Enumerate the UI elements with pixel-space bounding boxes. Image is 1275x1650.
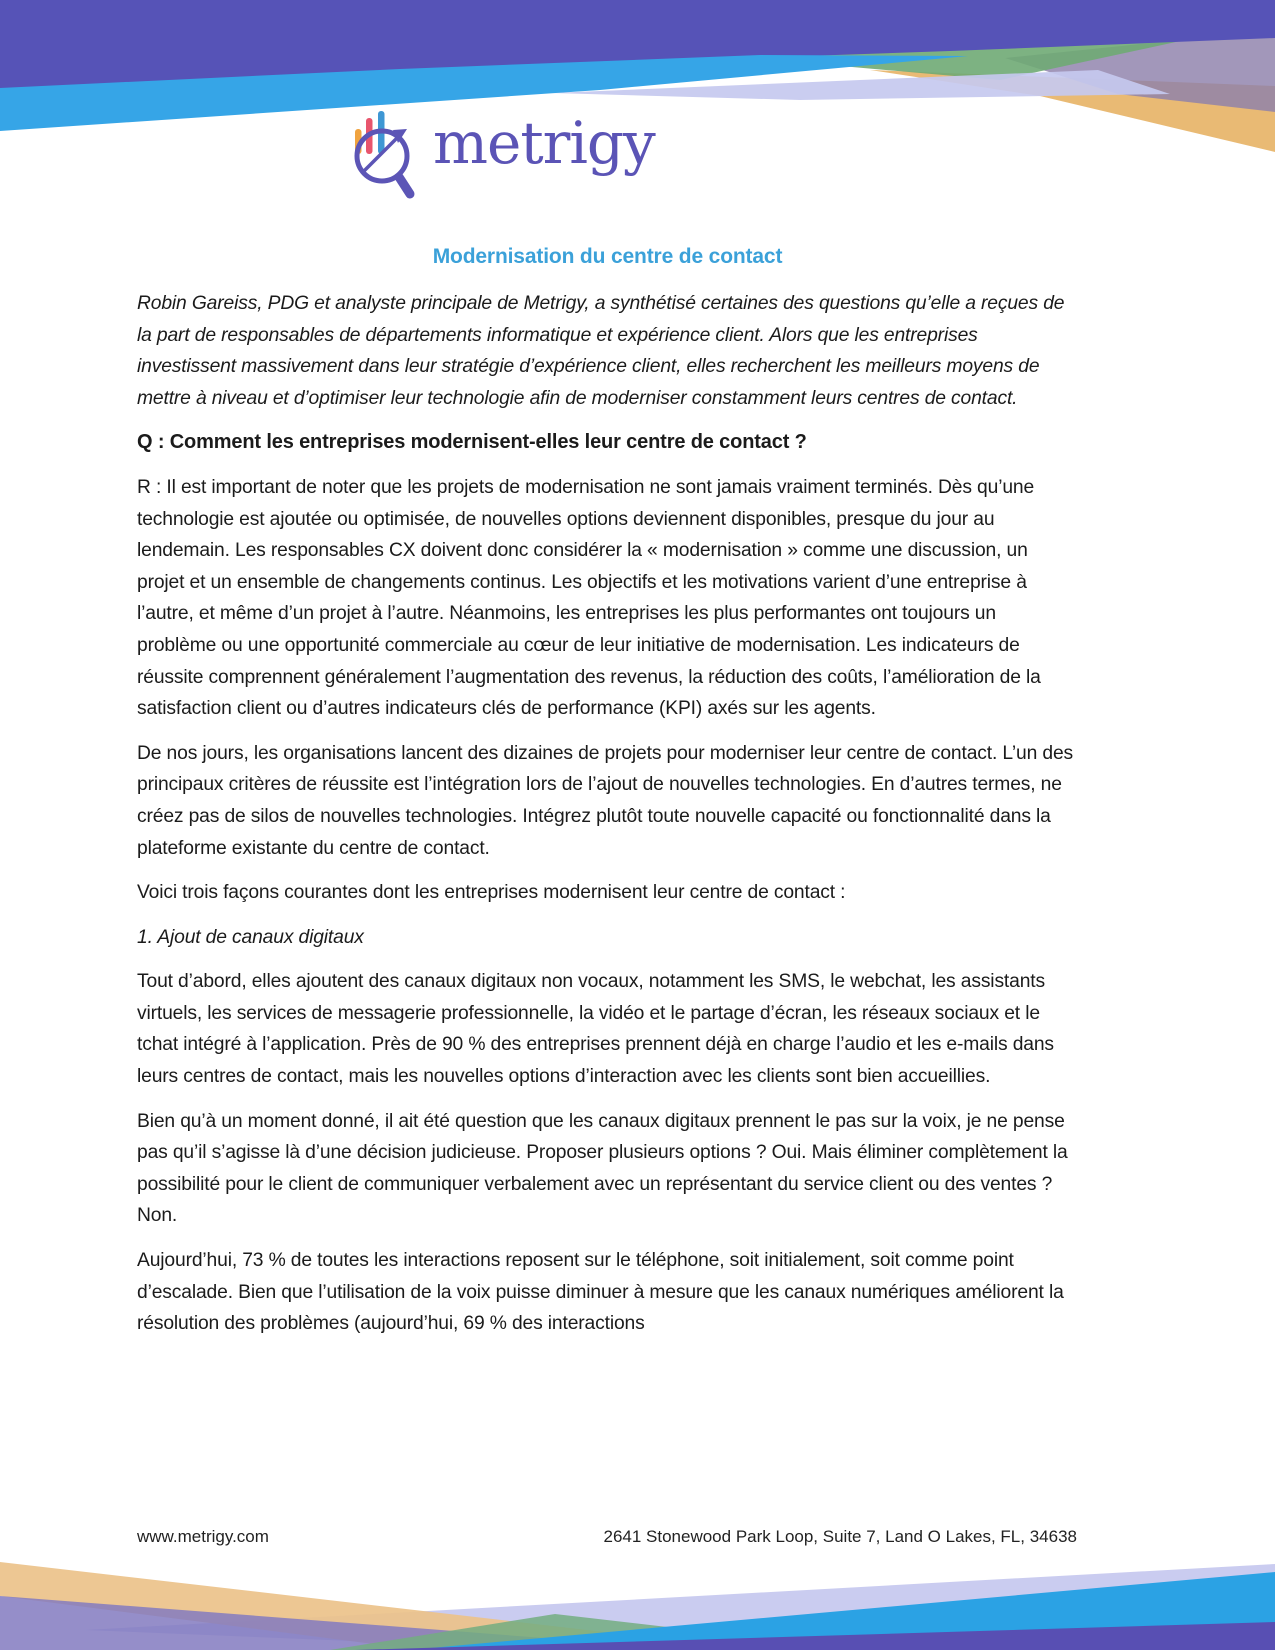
page-footer xyxy=(137,1526,1077,1548)
website-link[interactable]: www.metrigy.com xyxy=(137,1527,269,1546)
page-title: Modernisation du centre de contact xyxy=(432,245,783,268)
document-body xyxy=(137,243,1078,1353)
voice-paragraph: Bien qu’à un moment donné, il ait été question que les canaux digitaux prennent le pas sur la voix, je ne pense pas qu’il s’agisse là d’une décision judicieuse. Proposer plusieurs options ? Oui. Mais éliminer complètement la possibilité pour le client de communiquer verbalement avec un représentant du service client ou des ventes ? Non. xyxy=(137,1110,1068,1227)
integration-paragraph: De nos jours, les organisations lancent des dizaines de projets pour moderniser leur centre de contact. L’un des principaux critères de réussite est l’intégration lors de l’ajout de nouvelles technologies. En d’autres termes, ne créez pas de silos de nouvelles technologies. Intégrez plutôt toute nouvelle capacité ou fonctionnalité dans la plateforme existante du centre de contact. xyxy=(137,742,1074,859)
answer-paragraph: R : Il est important de noter que les projets de modernisation ne sont jamais vraiment terminés. Dès qu’une technologie est ajoutée ou optimisée, de nouvelles options deviennent disponibles, presque du jour au lendemain. Les responsables CX doivent donc considérer la « modernisation » comme une discussion, un projet et un ensemble de changements continus. Les objectifs et les motivations varient d’une entreprise à l’autre, et même d’un projet à l’autre. Néanmoins, les entreprises les plus performantes ont toujours un problème ou une opportunité commerciale au cœur de leur initiative de modernisation. Les indicateurs de réussite comprennent généralement l’augmentation des revenus, la réduction des coûts, l’amélioration de la satisfaction client ou d’autres indicateurs clés de performance (KPI) axés sur les agents. xyxy=(137,476,1041,720)
magnifier-bar-chart-icon xyxy=(335,98,427,206)
logo-brand-text: metrigy xyxy=(433,109,655,177)
metrigy-logo xyxy=(335,98,655,206)
phone-stats-paragraph: Aujourd’hui, 73 % de toutes les interactions reposent sur le téléphone, soit initialement, soit comme point d’escalade. Bien que l’utilisation de la voix puisse diminuer à mesure que les canaux numériques améliorent la résolution des problèmes (aujourd’hui, 69 % des interactions xyxy=(137,1250,1064,1335)
question-heading: Q : Comment les entreprises modernisent-elles leur centre de contact ? xyxy=(137,431,807,454)
section-heading-digital-channels: 1. Ajout de canaux digitaux xyxy=(137,926,364,948)
intro-paragraph: Robin Gareiss, PDG et analyste principale de Metrigy, a synthétisé certaines des questions qu’elle a reçues de la part de responsables de départements informatique et expérience client. Alors que les entreprises investissent massivement dans leur stratégie d’expérience client, elles recherchent les meilleurs moyens de mettre à niveau et d’optimiser leur technologie afin de moderniser constamment leurs centres de contact. xyxy=(137,293,1065,409)
company-address: 2641 Stonewood Park Loop, Suite 7, Land O Lakes, FL, 34638 xyxy=(603,1527,1077,1546)
three-ways-paragraph: Voici trois façons courantes dont les entreprises modernisent leur centre de contact : xyxy=(137,882,846,904)
bottom-banner-decoration xyxy=(0,1550,1275,1650)
digital-channels-paragraph: Tout d’abord, elles ajoutent des canaux digitaux non vocaux, notamment les SMS, le webchat, les assistants virtuels, les services de messagerie professionnelle, la vidéo et le partage d’écran, les réseaux sociaux et le tchat intégré à l’application. Près de 90 % des entreprises prennent déjà en charge l’audio et les e-mails dans leurs centres de contact, mais les nouvelles options d’interaction avec les clients sont bien accueillies. xyxy=(137,971,1054,1088)
